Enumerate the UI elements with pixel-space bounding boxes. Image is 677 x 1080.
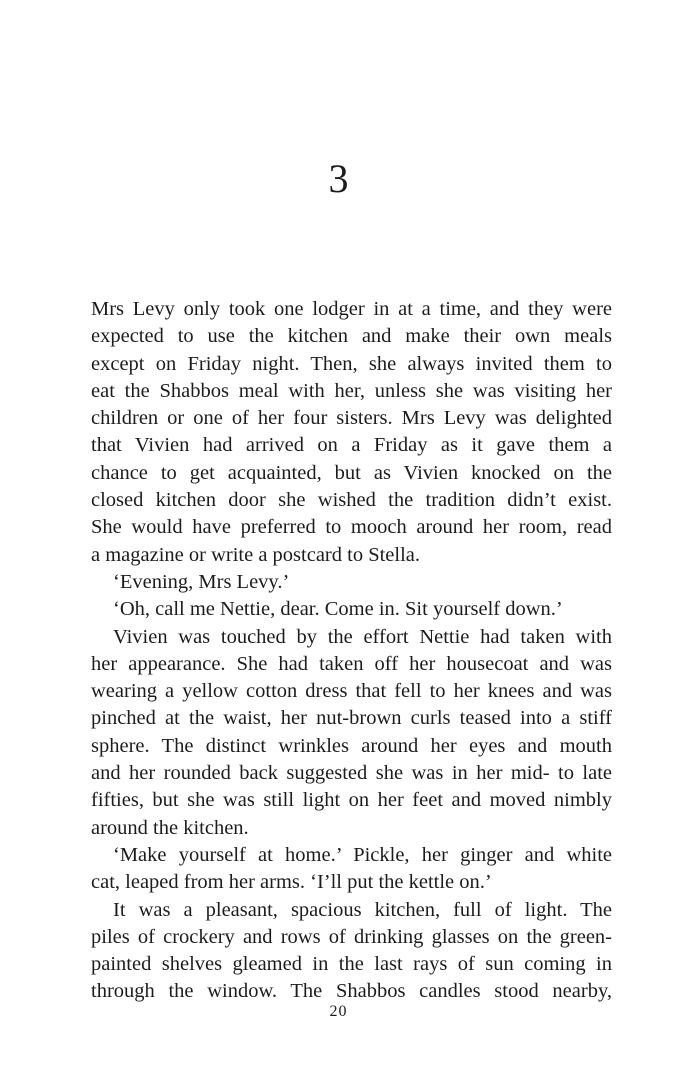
text-line: her appearance. She had taken off her housecoat and was [91, 652, 612, 675]
text-line: around the kitchen. [91, 816, 249, 839]
text-line: and her rounded back suggested she was in her mid- to late [91, 762, 612, 785]
text-line: that Vivien had arrived on a Friday as it gave them a [91, 434, 612, 457]
text-line: painted shelves gleamed in the last rays of sun coming in [91, 953, 612, 976]
text-line: fifties, but she was still light on her feet and moved nimbly [91, 789, 612, 812]
text-line: ‘Make yourself at home.’ Pickle, her ginger and white [113, 843, 612, 866]
text-line: through the window. The Shabbos candles stood nearby, [91, 980, 612, 1003]
text-line: It was a pleasant, spacious kitchen, full of light. The [113, 898, 612, 921]
text-line: chance to get acquainted, but as Vivien knocked on the [91, 461, 612, 484]
text-line: wearing a yellow cotton dress that fell to her knees and was [91, 680, 612, 703]
text-line: a magazine or write a postcard to Stella. [91, 543, 421, 566]
text-line: piles of crockery and rows of drinking glasses on the green- [91, 925, 612, 948]
text-line: ‘Evening, Mrs Levy.’ [113, 570, 290, 593]
text-line: Vivien was touched by the effort Nettie had taken with [113, 625, 612, 648]
chapter-number: 3 [328, 156, 349, 201]
text-line: Mrs Levy only took one lodger in at a time, and they were [91, 298, 612, 320]
text-line: children or one of her four sisters. Mrs Levy was delighted [91, 407, 612, 430]
text-line: closed kitchen door she wished the tradition didn’t exist. [91, 489, 612, 512]
page-number: 20 [329, 1003, 348, 1020]
text-line: ‘Oh, call me Nettie, dear. Come in. Sit yourself down.’ [113, 598, 563, 621]
text-line: except on Friday night. Then, she always invited them to [91, 352, 612, 375]
text-line: pinched at the waist, her nut-brown curls teased into a stiff [91, 707, 612, 730]
text-line: She would have preferred to mooch around her room, read [91, 516, 612, 539]
text-line: sphere. The distinct wrinkles around her eyes and mouth [91, 734, 612, 757]
text-line: cat, leaped from her arms. ‘I’ll put the kettle on.’ [91, 871, 492, 894]
chapter-body [91, 296, 612, 1006]
text-line: eat the Shabbos meal with her, unless she was visiting her [91, 379, 612, 402]
text-line: expected to use the kitchen and make their own meals [91, 325, 612, 348]
